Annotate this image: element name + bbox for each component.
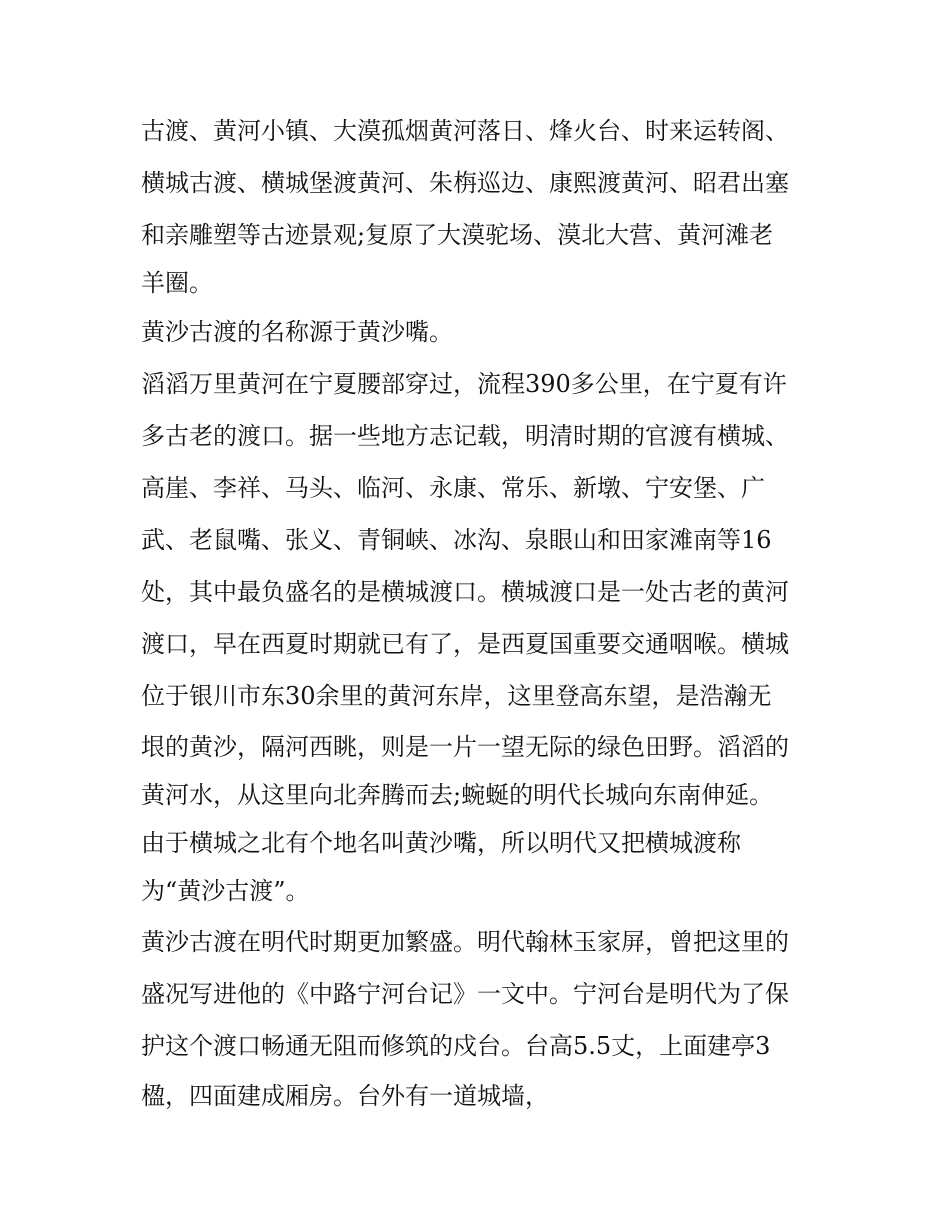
text-line: 高崖、李祥、马头、临河、永康、常乐、新墩、宁安堡、广 (141, 474, 765, 502)
text-line: 黄沙古渡的名称源于黄沙嘴。 (141, 318, 453, 346)
text-line: 黄河水，从这里向北奔腾而去;蜿蜒的明代长城向东南伸延。 (141, 781, 774, 809)
text-line: 护这个渡口畅通无阻而修筑的戍台。台高5.5丈，上面建亭3 (141, 1032, 771, 1060)
text-line: 盛况写进他的《中路宁河台记》一文中。宁河台是明代为了保 (141, 980, 789, 1008)
text-line: 古渡、黄河小镇、大漠孤烟黄河落日、烽火台、时来运转阁、 (141, 117, 789, 145)
text-line: 为“黄沙古渡”。 (141, 877, 310, 905)
text-line: 武、老鼠嘴、张义、青铜峡、冰沟、泉眼山和田家滩南等16 (141, 526, 772, 554)
text-line: 垠的黄沙，隔河西眺，则是一片一望无际的绿色田野。滔滔的 (141, 733, 789, 761)
text-line: 横城古渡、横城堡渡黄河、朱栴巡边、康熙渡黄河、昭君出塞 (141, 169, 789, 197)
text-line: 黄沙古渡在明代时期更加繁盛。明代翰林玉家屏，曾把这里的 (141, 928, 789, 956)
text-line: 滔滔万里黄河在宁夏腰部穿过，流程390多公里，在宁夏有许 (141, 370, 787, 398)
text-line: 楹，四面建成厢房。台外有一道城墙， (141, 1082, 549, 1110)
text-line: 由于横城之北有个地名叫黄沙嘴，所以明代又把横城渡称 (141, 829, 741, 857)
text-line: 羊圈。 (141, 269, 213, 297)
text-line: 多古老的渡口。据一些地方志记载，明清时期的官渡有横城、 (141, 422, 789, 450)
text-line: 渡口，早在西夏时期就已有了，是西夏国重要交通咽喉。横城 (141, 630, 789, 658)
text-line: 和亲雕塑等古迹景观;复原了大漠驼场、漠北大营、黄河滩老 (141, 221, 774, 249)
text-line: 位于银川市东30余里的黄河东岸，这里登高东望，是浩瀚无 (141, 682, 772, 710)
text-line: 处，其中最负盛名的是横城渡口。横城渡口是一处古老的黄河 (141, 578, 789, 606)
